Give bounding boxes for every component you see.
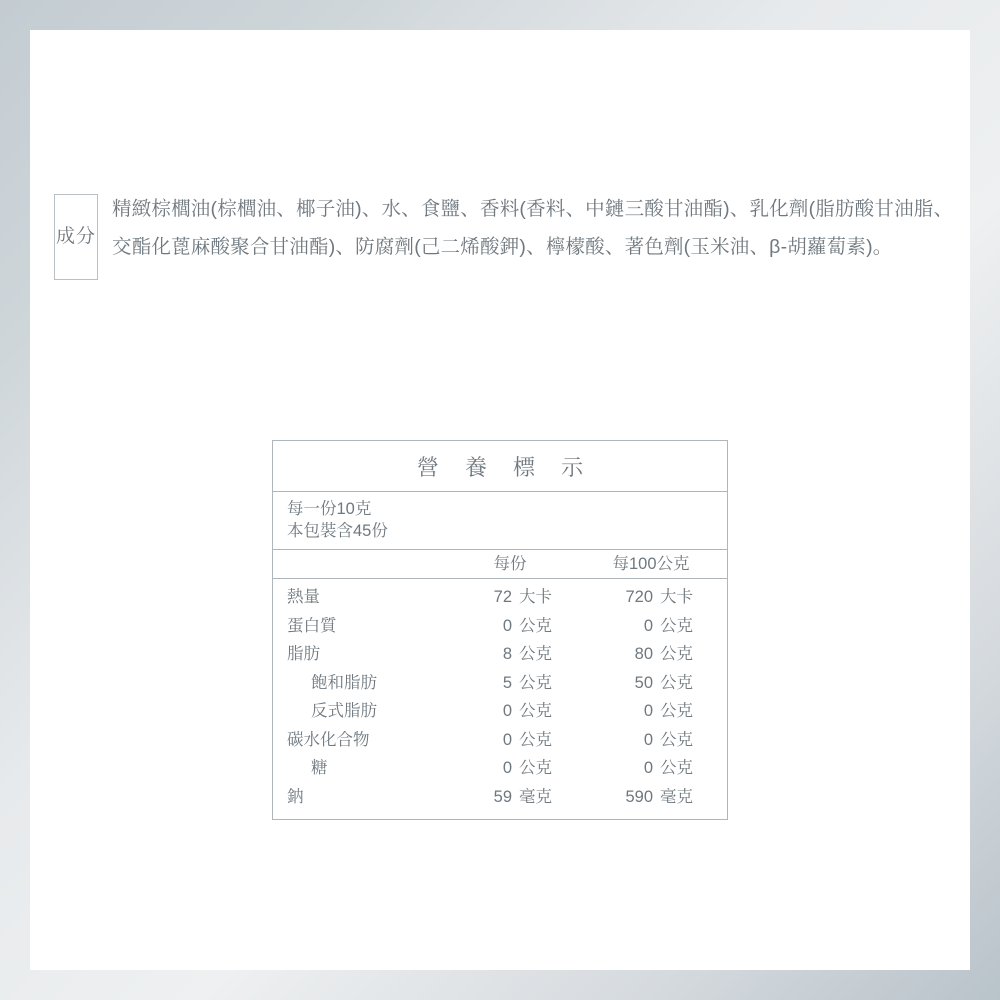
per-serving-cell: [445, 783, 575, 812]
per-serving-unit: 毫克: [519, 787, 552, 806]
per-100g-cell: [575, 583, 727, 612]
per-100g-cell: [575, 669, 727, 698]
per-100g-value: 50: [634, 673, 653, 692]
per-100g-value: 0: [643, 759, 653, 777]
table-row: [273, 697, 727, 726]
per-serving-cell: [445, 669, 575, 698]
servings-per-package: 本包裝含45份: [287, 522, 388, 540]
nutrient-name: 蛋白質: [287, 616, 337, 635]
per-100g-value: 590: [625, 787, 653, 806]
table-row: [273, 612, 727, 641]
per-serving-cell: [445, 697, 575, 726]
nutrition-title: 營 養 標 示: [273, 441, 727, 492]
per-serving-cell: [445, 612, 575, 641]
per-100g-unit: 公克: [660, 702, 693, 720]
ingredients-section: [54, 190, 954, 280]
per-100g-cell: [575, 754, 727, 783]
per-serving-cell: [445, 640, 575, 669]
table-row: [273, 640, 727, 669]
per-serving-unit: 公克: [519, 759, 552, 777]
per-100g-cell: [575, 697, 727, 726]
nutrition-rows: [273, 579, 727, 819]
column-header-per-100g: 每100公克: [612, 555, 690, 573]
serving-size: 每一份10克: [287, 500, 372, 518]
per-serving-value: 0: [502, 702, 512, 720]
per-100g-unit: 公克: [660, 759, 693, 777]
per-100g-cell: [575, 612, 727, 641]
table-column-headers: [273, 550, 727, 579]
per-100g-value: 0: [643, 730, 653, 749]
per-serving-value: 8: [502, 645, 512, 663]
per-serving-value: 5: [502, 673, 512, 692]
label-card: [30, 30, 970, 970]
per-100g-unit: 公克: [660, 645, 693, 663]
per-serving-unit: 公克: [519, 702, 552, 720]
per-serving-cell: [445, 726, 575, 755]
per-serving-unit: 公克: [519, 616, 552, 635]
per-100g-cell: [575, 783, 727, 812]
nutrient-name: 反式脂肪: [311, 702, 377, 720]
per-100g-unit: 公克: [660, 730, 693, 749]
serving-info: [273, 492, 727, 550]
nutrient-name: 碳水化合物: [287, 730, 370, 749]
per-100g-unit: 大卡: [660, 588, 693, 606]
per-serving-cell: [445, 754, 575, 783]
per-100g-value: 0: [643, 702, 653, 720]
table-row: [273, 583, 727, 612]
per-100g-unit: 毫克: [660, 787, 693, 806]
per-100g-cell: [575, 726, 727, 755]
table-row: [273, 783, 727, 812]
per-serving-cell: [445, 583, 575, 612]
table-row: [273, 726, 727, 755]
nutrient-name: 脂肪: [287, 645, 320, 663]
per-100g-value: 0: [643, 616, 653, 635]
nutrient-name: 糖: [311, 759, 328, 777]
table-row: [273, 754, 727, 783]
per-serving-value: 0: [502, 616, 512, 635]
per-100g-unit: 公克: [660, 616, 693, 635]
table-row: [273, 669, 727, 698]
per-100g-cell: [575, 640, 727, 669]
per-serving-value: 0: [502, 759, 512, 777]
nutrient-name: 飽和脂肪: [311, 673, 377, 692]
per-serving-value: 0: [502, 730, 512, 749]
per-serving-unit: 大卡: [519, 588, 552, 606]
ingredients-tag: 成分: [54, 194, 98, 280]
per-serving-value: 59: [493, 787, 512, 806]
column-header-per-serving: 每份: [493, 555, 527, 573]
per-100g-value: 80: [634, 645, 653, 663]
per-serving-unit: 公克: [519, 730, 552, 749]
per-100g-value: 720: [625, 588, 653, 606]
per-100g-unit: 公克: [660, 673, 693, 692]
per-serving-unit: 公克: [519, 673, 552, 692]
ingredients-text: 精緻棕櫚油(棕櫚油、椰子油)、水、食鹽、香料(香料、中鏈三酸甘油酯)、乳化劑(脂肪酸甘油脂、交酯化蓖麻酸聚合甘油酯)、防腐劑(己二烯酸鉀)、檸檬酸、著色劑(玉米油、β-胡蘿蔔素)。: [112, 198, 954, 258]
nutrient-name: 鈉: [287, 787, 304, 806]
nutrient-name: 熱量: [287, 588, 320, 606]
nutrition-facts-table: [272, 440, 728, 820]
per-serving-value: 72: [493, 588, 512, 606]
per-serving-unit: 公克: [519, 645, 552, 663]
